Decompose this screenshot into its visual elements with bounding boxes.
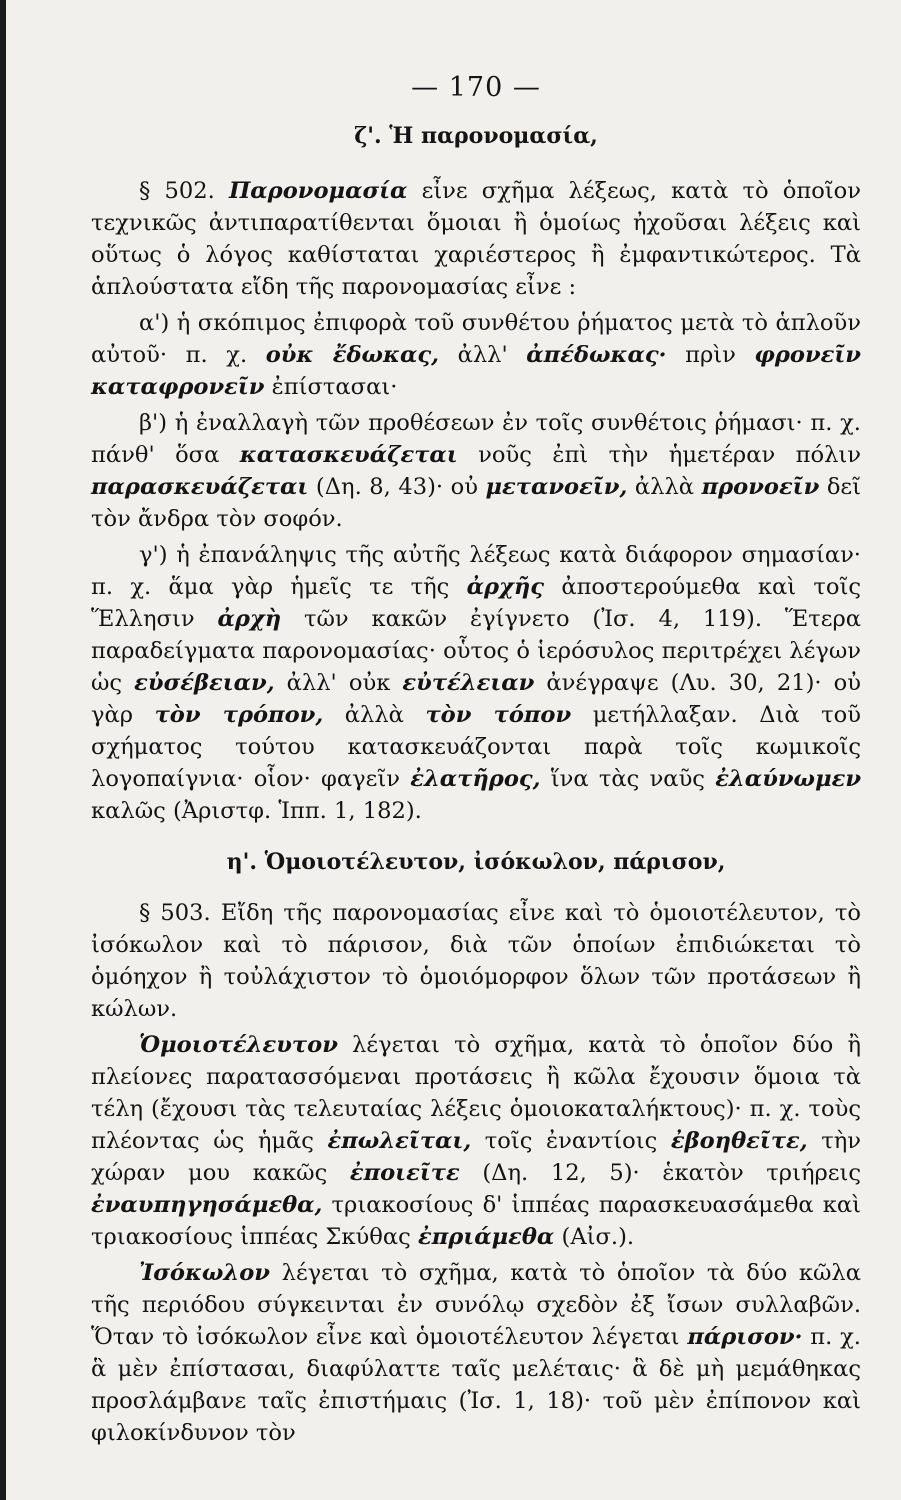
paragraph-text: λέγεται τὸ σχῆμα, κατὰ τὸ ὁποῖον τὰ δύο κῶλα τῆς περιόδου σύγκεινται ἐν συνόλῳ σχεδὸν ἐξ ἴσων συλλαβῶν. Ὅταν τὸ ἰσόκωλον εἶνε καὶ ὁμοιοτέλευτον λέγεται	[91, 1260, 861, 1350]
paragraph-text: καλῶς (Ἀριστφ. Ἱππ. 1, 182).	[91, 798, 422, 824]
paragraph-text: λέγεται τὸ σχῆμα, κατὰ τὸ ὁποῖον δύο ἢ πλείονες παρατασσόμεναι προτάσεις ἢ κῶλα ἔχουσιν ὅμοια τὰ τέλη (ἔχουσι τὰς τελευταίας λέξεις ὁμοιοκαταλήκτους)· π. χ. τοὺς πλέοντας ὡς ἡμᾶς	[91, 1032, 861, 1154]
paragraph-text: νοῦς ἐπὶ τὴν ἡμετέραν πόλιν	[457, 442, 861, 468]
paragraph-text: τοῖς ἐναντίοις	[471, 1128, 671, 1154]
example-word: προνοεῖν	[701, 474, 820, 500]
example-word: κατασκευάζεται	[239, 442, 458, 468]
paragraph-503: § 503. Εἴδη τῆς παρονομασίας εἶνε καὶ τὸ ὁμοιοτέλευτον, τὸ ἰσόκωλον καὶ τὸ πάρισον, διὰ τῶν ὁποίων ἐπιδιώκεται τὸ ὁμόηχον ἢ τοὐλάχιστον τὸ ὁμοιόμορφον ὅλων τῶν προτάσεων ἢ κώλων.	[91, 900, 861, 1022]
paragraph-text: (Αἰσ.).	[554, 1224, 635, 1250]
paragraph-text: πρὶν	[666, 342, 755, 368]
example-word: ἐποιεῖτε	[349, 1160, 460, 1186]
example-word: ἐναυπηγησάμεθα,	[91, 1192, 323, 1218]
paragraph-text: ἀλλ'	[438, 342, 527, 368]
example-word: ἐβοηθεῖτε,	[670, 1128, 808, 1154]
section-number: § 502.	[139, 178, 229, 204]
paragraph-homoioteleuton	[91, 1029, 861, 1253]
paragraph-gamma	[91, 539, 861, 827]
example-word: ἐπριάμεθα	[417, 1224, 555, 1250]
paragraph-text: δεῖ τὸν ἄνδρα τὸν σοφόν.	[91, 474, 861, 532]
paragraph-text: α') ἡ σκόπιμος ἐπιφορὰ τοῦ συνθέτου ῥήματος μετὰ τὸ ἁπλοῦν αὐτοῦ· π. χ.	[91, 310, 861, 368]
paragraph-text: τριακοσίους δ' ἱππέας παρασκευασάμεθα καὶ τριακοσίους ἱππέας Σκύθας	[91, 1192, 861, 1250]
paragraph-text: ἐπίστασαι·	[264, 374, 398, 400]
example-word: εὐτέλειαν	[402, 670, 535, 696]
paragraph-text: τῶν κακῶν ἐγίγνετο (Ἰσ. 4, 119). Ἕτερα παραδείγματα παρονομασίας· οὗτος ὁ ἱερόσυλος περιτρέχει λέγων ὡς	[91, 606, 861, 696]
paragraph-text: μετήλλαξαν. Διὰ τοῦ σχήματος τούτου κατασκευάζονται παρὰ τοῖς κωμικοῖς λογοπαίγνια· οἷον· φαγεῖν	[91, 702, 862, 792]
example-word: ἐπωλεῖται,	[327, 1128, 472, 1154]
paragraph-isokolon	[91, 1257, 861, 1449]
paragraph-text: γ') ἡ ἐπανάληψις τῆς αὐτῆς λέξεως κατὰ διάφορον σημασίαν· π. χ. ἅμα γὰρ ἡμεῖς τε τῆς	[91, 542, 861, 600]
example-word: φρονεῖν καταφρονεῖν	[91, 342, 861, 400]
example-word: παρασκευάζεται	[91, 474, 309, 500]
example-word: εὐσέβειαν,	[134, 670, 275, 696]
paragraph-text: ἀποστερούμεθα καὶ τοῖς Ἕλλησιν	[91, 574, 861, 632]
paragraph-text: (Δη. 12, 5)· ἑκατὸν τριήρεις	[459, 1160, 861, 1186]
paragraph-text: π. χ. ἃ μὲν ἐπίστασαι, διαφύλαττε ταῖς μελέταις· ἃ δὲ μὴ μεμάθηκας προσλάμβανε ταῖς ἐπιστήμαις (Ἰσ. 1, 18)· τοῦ μὲν ἐπίπονον καὶ φιλοκίνδυνον τὸν	[91, 1324, 861, 1446]
page-number: — 170 —	[411, 72, 541, 103]
section-title-homoioteleuton: η'. Ὁμοιοτέλευτον, ἰσόκωλον, πάρισον,	[226, 849, 726, 875]
term-homoioteleuton: Ὁμοιοτέλευτον	[139, 1032, 338, 1058]
paragraph-text: τὴν χώραν μου κακῶς	[91, 1128, 861, 1186]
example-word: ἐλαύνωμεν	[715, 766, 862, 792]
term-paronomasia: Παρονομασία	[228, 178, 408, 204]
example-word: ἀπέδωκας·	[526, 342, 667, 368]
paragraph-text: ἀλλ' οὐκ	[274, 670, 403, 696]
paragraph-text: ἀλλὰ	[323, 702, 426, 728]
paragraph-502	[91, 175, 861, 303]
paragraph-text: β') ἡ ἐναλλαγὴ τῶν προθέσεων ἐν τοῖς συνθέτοις ῥήμασι· π. χ. πάνθ' ὅσα	[91, 410, 861, 468]
paragraph-alpha	[91, 307, 861, 403]
example-word: τὸν τρόπον,	[154, 702, 324, 728]
term-isokolon: Ἰσόκωλον	[139, 1260, 270, 1286]
example-word: ἀρχῆς	[466, 574, 545, 600]
example-word: τὸν τόπον	[425, 702, 572, 728]
paragraph-text: ἀνέγραψε (Λυ. 30, 21)· οὐ γὰρ	[91, 670, 861, 728]
paragraph-text: ἀλλὰ	[627, 474, 702, 500]
example-word: ἐλατῆρος,	[410, 766, 541, 792]
paragraph-text: (Δη. 8, 43)· οὐ	[308, 474, 486, 500]
paragraph-beta	[91, 407, 861, 535]
example-word: ἀρχὴ	[217, 606, 282, 632]
paragraph-text: ἵνα τὰς ναῦς	[540, 766, 716, 792]
term-parison: πάρισον·	[687, 1324, 803, 1350]
paragraph-text: εἶνε σχῆμα λέξεως, κατὰ τὸ ὁποῖον τεχνικῶς ἀντιπαρατίθενται ὅμοιαι ἢ ὁμοίως ἠχοῦσαι λέξεις καὶ οὕτως ὁ λόγος καθίσταται χαριέστερος ἢ ἐμφαντικώτερος. Τὰ ἁπλούστατα εἴδη τῆς παρονομασίας εἶνε :	[91, 178, 861, 300]
example-word: οὐκ ἔδωκας,	[265, 342, 439, 368]
example-word: μετανοεῖν,	[485, 474, 628, 500]
section-title-paronomasia: ζ'. Ἡ παρονομασία,	[354, 123, 598, 149]
